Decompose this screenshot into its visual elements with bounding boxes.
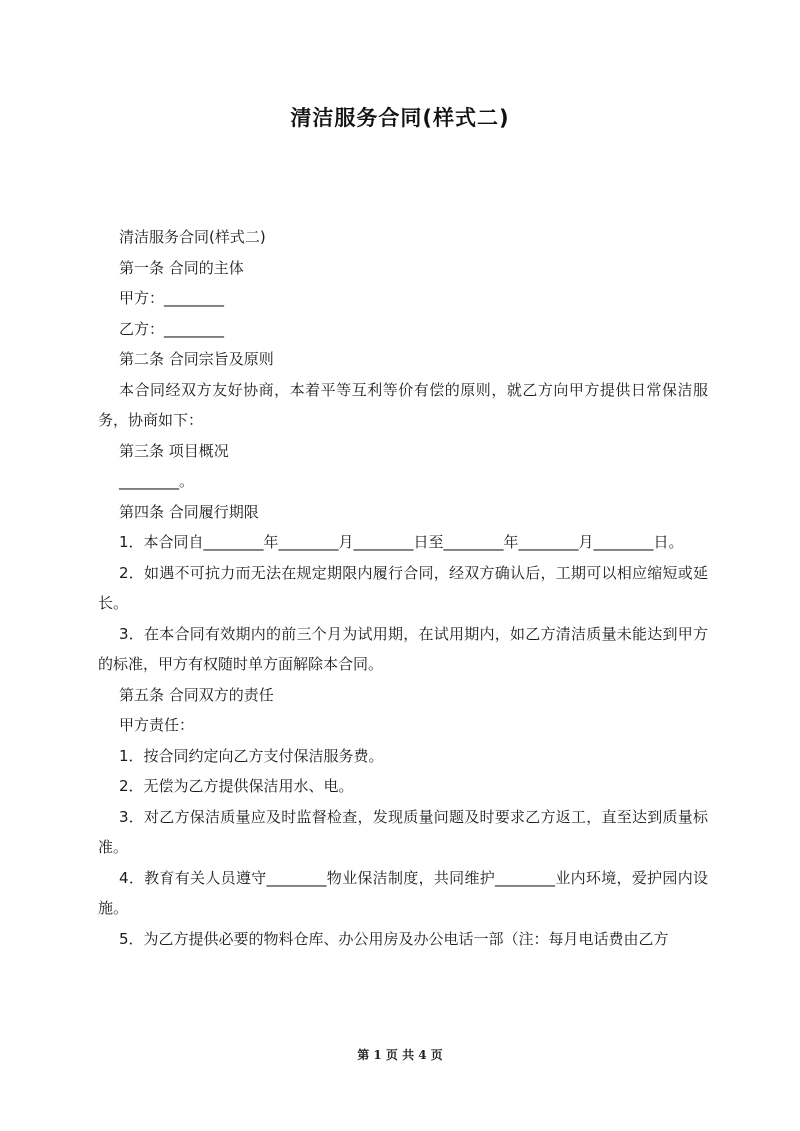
party-a-line: 甲方：________ bbox=[119, 289, 225, 307]
party-a-duty-5: 5．为乙方提供必要的物料仓库、办公用房及办公电话一部（注：每月电话费由乙方 bbox=[119, 929, 669, 948]
paragraph-subtitle: 清洁服务合同(样式二) bbox=[119, 228, 266, 246]
party-b-line: 乙方：________ bbox=[119, 319, 225, 338]
article-2-heading: 第二条 合同宗旨及原则 bbox=[119, 350, 274, 368]
party-a-duty-4: 4．教育有关人员遵守________物业保洁制度，共同维护________业内环境，爱护园内设施。 bbox=[98, 868, 708, 917]
party-a-duties-heading: 甲方责任： bbox=[119, 716, 195, 734]
article-3-text: ________。 bbox=[119, 472, 195, 490]
article-4-clause-3: 3．在本合同有效期内的前三个月为试用期，在试用期内，如乙方清洁质量未能达到甲方的标准，甲方有权随时单方面解除本合同。 bbox=[98, 624, 708, 673]
article-5-heading: 第五条 合同双方的责任 bbox=[119, 685, 274, 704]
party-a-duty-1: 1．按合同约定向乙方支付保洁服务费。 bbox=[119, 746, 384, 765]
document-body bbox=[98, 222, 708, 954]
article-3-heading: 第三条 项目概况 bbox=[119, 441, 229, 460]
document-title: 清洁服务合同(样式二) bbox=[290, 106, 510, 130]
page-number-footer: 第 1 页 共 4 页 bbox=[357, 1048, 443, 1062]
party-a-duty-2: 2．无偿为乙方提供保洁用水、电。 bbox=[119, 777, 354, 795]
article-4-clause-2: 2．如遇不可抗力而无法在规定期限内履行合同，经双方确认后，工期可以相应缩短或延长。 bbox=[98, 563, 708, 612]
article-4-heading: 第四条 合同履行期限 bbox=[119, 502, 259, 521]
party-a-duty-3: 3．对乙方保洁质量应及时监督检查，发现质量问题及时要求乙方返工，直至达到质量标准。 bbox=[98, 807, 708, 856]
article-2-text: 本合同经双方友好协商，本着平等互利等价有偿的原则，就乙方向甲方提供日常保洁服务，协商如下： bbox=[98, 380, 708, 429]
article-1-heading: 第一条 合同的主体 bbox=[119, 258, 244, 277]
article-4-clause-1: 1．本合同自________年________月________日至________年________月________日。 bbox=[119, 533, 684, 551]
